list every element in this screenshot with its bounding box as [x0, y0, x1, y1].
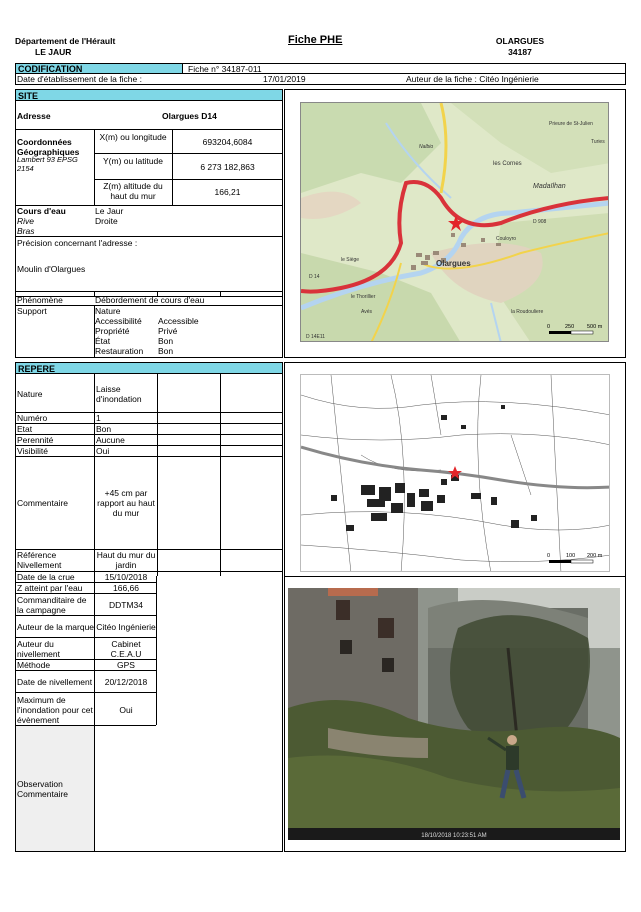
coord-label: Coordonnées Géographiques [17, 137, 80, 157]
cadastre-scale-100: 100 [566, 553, 576, 559]
header-department [15, 36, 115, 58]
support-key: Accessibilité [95, 316, 142, 326]
repere-key: Auteur de la marque [17, 622, 95, 632]
map-label-roudouliere: la Roudouliere [511, 309, 544, 315]
repere-key: Etat [17, 424, 33, 434]
map-label-thorillier: le Thorillier [351, 294, 376, 300]
map-label-d908: D 908 [533, 219, 547, 225]
y-label: Y(m) ou latitude [103, 156, 163, 166]
repere-value: Haut du mur du jardin [96, 550, 156, 570]
z-value: 166,21 [214, 187, 241, 197]
support-values [158, 306, 218, 356]
repere-key: Maximum de l'inondation pour cet évènement [17, 695, 93, 725]
repere-value: 166,66 [113, 583, 139, 593]
support-key: État [95, 336, 111, 346]
river-name: LE JAUR [35, 47, 72, 57]
repere-key: Nature [17, 389, 43, 399]
repere-key: Date de nivellement [17, 677, 93, 687]
support-value: Bon [158, 346, 174, 356]
site-header: SITE [15, 89, 283, 101]
site-photo [288, 588, 620, 840]
repere-value: Cabinet C.E.A.U [110, 639, 142, 659]
header-commune [490, 36, 550, 58]
repere-value: GPS [117, 660, 135, 670]
repere-key: Numéro [17, 413, 48, 423]
topo-scale-500: 500 m [587, 324, 603, 330]
cadastral-map-svg [301, 375, 610, 572]
repere-key: Méthode [17, 660, 51, 670]
fiche-author: Auteur de la fiche : Citéo Ingénierie [406, 74, 539, 84]
map-label-d14: D 14 [309, 274, 320, 280]
map-label-le-siege: le Siège [341, 257, 360, 263]
support-key: Nature [95, 306, 121, 316]
precision-label: Précision concernant l'adresse : [17, 238, 138, 248]
cours-value: Le Jaur [95, 206, 124, 216]
repere-key: Z atteint par l'eau [17, 583, 83, 593]
site-photo-svg [288, 588, 620, 840]
map-label-turies: Turies [591, 139, 605, 145]
support-key: Restauration [95, 346, 144, 356]
department-name: Département de l'Hérault [15, 36, 116, 46]
map-label-aves: Avés [361, 309, 373, 315]
repere-header: REPERE [15, 362, 283, 374]
codification-header: CODIFICATION [15, 63, 183, 74]
repere-value: Oui [96, 446, 110, 456]
precision-value: Moulin d'Olargues [17, 264, 86, 274]
repere-value: 1 [96, 413, 101, 423]
repere-key: Perennité [17, 435, 54, 445]
repere-key: Commanditaire de la campagne [17, 595, 87, 615]
cadastral-map [300, 374, 610, 572]
topographic-map [300, 102, 609, 342]
repere-table [15, 374, 283, 852]
cadastre-scale-200: 200 m [587, 553, 603, 559]
repere-key: Date de la crue [17, 572, 75, 582]
photo-timestamp: 18/10/2018 10:23:51 AM [421, 833, 487, 839]
cours-label: Cours d'eau [17, 206, 66, 216]
repere-value: Aucune [96, 435, 125, 445]
adresse-value: Olargues D14 [162, 111, 217, 121]
site-table [15, 101, 283, 358]
topo-scale-0: 0 [547, 324, 551, 330]
repere-value: Bon [96, 424, 112, 434]
repere-value: Oui [119, 705, 133, 715]
repere-value: 15/10/2018 [104, 572, 148, 582]
repere-value: +45 cm par rapport au haut du mur [97, 488, 155, 518]
repere-value: 20/12/2018 [104, 677, 148, 687]
map-label-d14e11: D 14E11 [306, 334, 326, 340]
rive-value: Droite [95, 216, 118, 226]
codification-fiche-cell [183, 63, 626, 74]
y-value: 6 273 182,863 [200, 162, 255, 172]
topo-scale-250: 250 [565, 324, 575, 330]
z-label: Z(m) altitude du haut du mur [103, 181, 163, 201]
commune-name: OLARGUES [495, 36, 545, 46]
adresse-label: Adresse [17, 111, 51, 121]
support-value [158, 306, 218, 316]
support-value: Accessible [158, 316, 199, 326]
support-value: Privé [158, 326, 178, 336]
x-label: X(m) ou longitude [99, 132, 167, 142]
map-label-olargues: Olargues [436, 259, 471, 268]
map-label-couloyro: Couloyro [496, 236, 517, 242]
bras-label: Bras [17, 226, 35, 236]
map-label-madailhan: Madaïlhan [533, 183, 566, 190]
rive-label: Rive [17, 216, 35, 226]
map-label-prieure: Prieure de St-Julien [549, 121, 593, 127]
repere-key: Visibilité [17, 446, 49, 456]
date-label: Date d'établissement de la fiche : [17, 74, 142, 84]
coord-system: Lambert 93 EPSG 2154 [17, 155, 78, 173]
repere-key: Référence Nivellement [17, 550, 62, 570]
support-key: Propriété [95, 326, 130, 336]
x-value: 693204,6084 [202, 137, 253, 147]
repere-value: DDTM34 [108, 600, 143, 610]
map-label-les-cornes: les Cornes [493, 161, 522, 167]
cadastre-scale-0: 0 [547, 553, 551, 559]
repere-key: Observation Commentaire [17, 779, 69, 799]
support-label: Support [17, 306, 47, 316]
repere-value: Citéo Ingénierie [96, 622, 156, 632]
insee-code: 34187 [508, 47, 532, 57]
fiche-number: Fiche n° 34187-011 [188, 64, 262, 74]
codification-date-row [15, 74, 626, 85]
date-value: 17/01/2019 [263, 74, 306, 84]
support-keys [95, 306, 155, 356]
page-title: Fiche PHE [288, 34, 343, 46]
map-label-nalbio: Nalbio [419, 144, 434, 150]
phenomene-value: Débordement de cours d'eau [95, 295, 205, 305]
phenomene-label: Phénomène [17, 295, 63, 305]
repere-value: Laisse d'inondation [96, 384, 142, 404]
topographic-map-svg [301, 103, 609, 342]
repere-key: Auteur du nivellement [17, 639, 60, 659]
support-value: Bon [158, 336, 174, 346]
repere-key: Commentaire [17, 498, 69, 508]
